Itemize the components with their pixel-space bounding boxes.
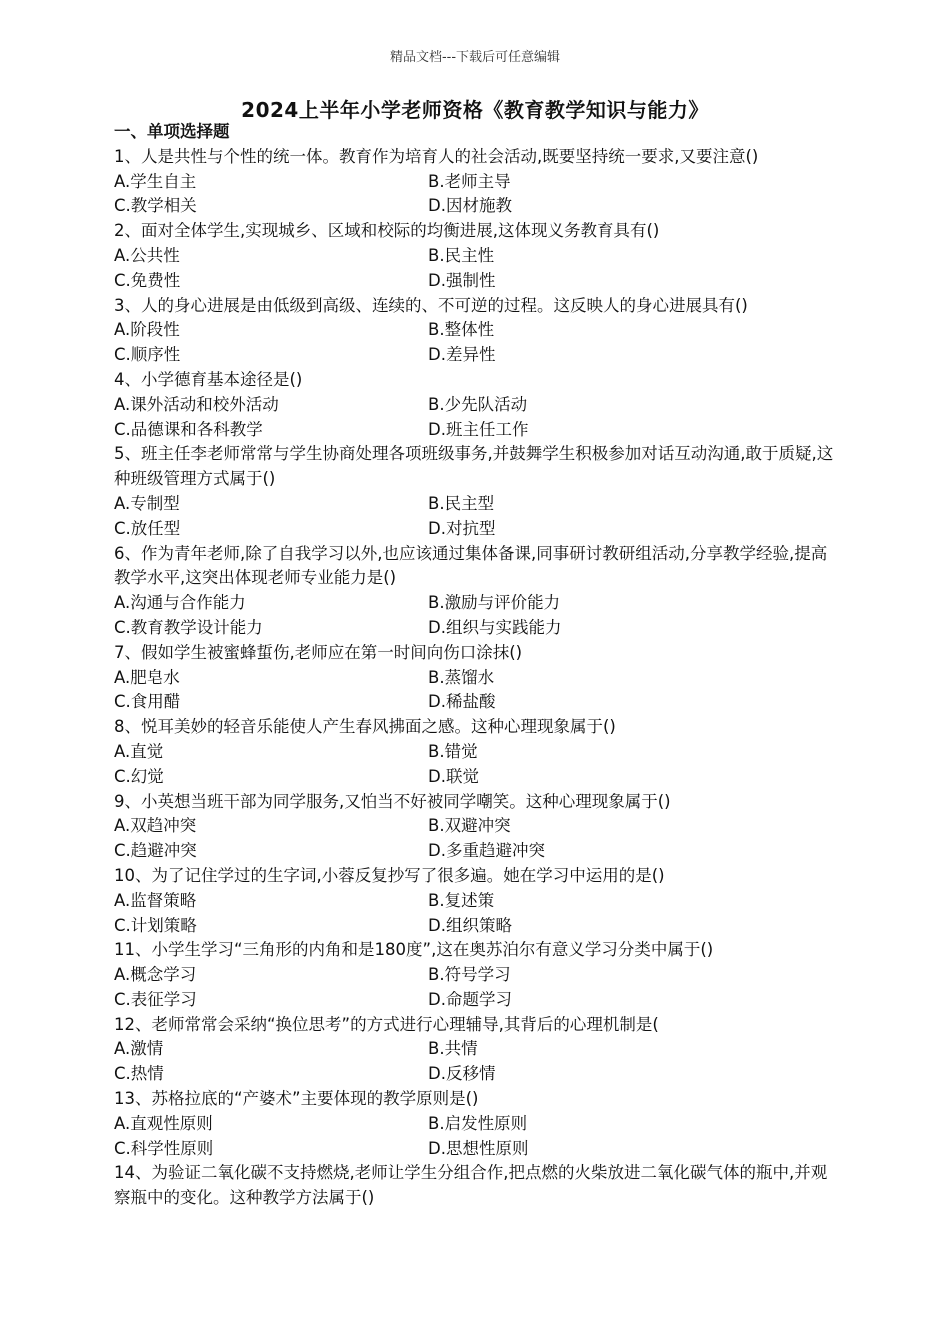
answer-option: C.表征学习 <box>114 989 197 1009</box>
question-block <box>114 1013 840 1087</box>
question-text: 14、为验证二氧化碳不支持燃烧,老师让学生分组合作,把点燃的火柴放进二氧化碳气体的瓶中,并观察瓶中的变化。这种教学方法属于() <box>114 1163 828 1208</box>
answer-option: A.激情 <box>114 1039 164 1059</box>
answer-option: A.沟通与合作能力 <box>114 593 246 613</box>
answer-option: C.教育教学设计能力 <box>114 617 263 637</box>
answer-option: D.稀盐酸 <box>428 692 496 712</box>
question-block <box>114 368 840 442</box>
answer-option: A.直观性原则 <box>114 1113 213 1133</box>
answer-option: B.民主性 <box>428 245 495 265</box>
options-grid <box>114 1112 840 1162</box>
section-heading: 一、单项选择题 <box>114 122 230 141</box>
question-text: 8、悦耳美妙的轻音乐能使人产生春风拂面之感。这种心理现象属于() <box>114 717 616 737</box>
answer-option: A.肥皂水 <box>114 667 180 687</box>
answer-option: B.少先队活动 <box>428 394 528 414</box>
answer-option: B.老师主导 <box>428 171 511 191</box>
answer-option: A.概念学习 <box>114 965 197 985</box>
options-grid <box>114 492 840 542</box>
options-grid <box>114 393 840 443</box>
answer-option: A.专制型 <box>114 493 180 513</box>
question-block <box>114 790 840 864</box>
answer-option: A.直觉 <box>114 741 164 761</box>
question-block <box>114 715 840 789</box>
question-block <box>114 864 840 938</box>
question-block <box>114 938 840 1012</box>
answer-option: C.食用醋 <box>114 692 181 712</box>
questions-container <box>114 145 840 1211</box>
answer-option: C.品德课和各科教学 <box>114 419 263 439</box>
answer-option: A.学生自主 <box>114 171 197 191</box>
question-list <box>114 120 840 1211</box>
answer-option: D.班主任工作 <box>428 419 529 439</box>
answer-option: D.多重趋避冲突 <box>428 841 545 861</box>
answer-option: B.启发性原则 <box>428 1113 528 1133</box>
answer-option: C.计划策略 <box>114 915 197 935</box>
answer-option: A.课外活动和校外活动 <box>114 394 279 414</box>
question-text: 9、小英想当班干部为同学服务,又怕当不好被同学嘲笑。这种心理现象属于() <box>114 791 671 811</box>
question-text: 1、人是共性与个性的统一体。教育作为培育人的社会活动,既要坚持统一要求,又要注意() <box>114 146 759 166</box>
answer-option: D.反移情 <box>428 1064 496 1084</box>
question-block <box>114 294 840 368</box>
answer-option: B.激励与评价能力 <box>428 593 561 613</box>
question-text: 4、小学德育基本途径是() <box>114 369 303 389</box>
answer-option: B.错觉 <box>428 741 478 761</box>
answer-option: D.命题学习 <box>428 989 512 1009</box>
options-grid <box>114 963 840 1013</box>
question-block <box>114 542 840 641</box>
answer-option: A.阶段性 <box>114 320 180 340</box>
options-grid <box>114 814 840 864</box>
answer-option: D.组织与实践能力 <box>428 617 562 637</box>
answer-option: A.双趋冲突 <box>114 816 197 836</box>
answer-option: B.民主型 <box>428 493 495 513</box>
question-text: 7、假如学生被蜜蜂蜇伤,老师应在第一时间向伤口涂抹() <box>114 642 523 662</box>
question-block <box>114 442 840 541</box>
answer-option: A.公共性 <box>114 245 180 265</box>
answer-option: D.组织策略 <box>428 915 512 935</box>
question-block <box>114 145 840 219</box>
question-text: 12、老师常常会采纳“换位思考”的方式进行心理辅导,其背后的心理机制是( <box>114 1014 659 1034</box>
page-header: 精品文档---下载后可任意编辑 <box>389 50 561 65</box>
answer-option: B.符号学习 <box>428 965 511 985</box>
answer-option: A.监督策略 <box>114 890 197 910</box>
answer-option: B.共情 <box>428 1039 478 1059</box>
document-title: 2024上半年小学老师资格《教育教学知识与能力》 <box>241 98 709 122</box>
answer-option: C.教学相关 <box>114 196 197 216</box>
answer-option: D.差异性 <box>428 345 496 365</box>
question-text: 5、班主任李老师常常与学生协商处理各项班级事务,并鼓舞学生积极参加对话互动沟通,敢于质疑,这种班级管理方式属于() <box>114 444 834 489</box>
question-text: 3、人的身心进展是由低级到高级、连续的、不可逆的过程。这反映人的身心进展具有() <box>114 295 748 315</box>
question-text: 6、作为青年老师,除了自我学习以外,也应该通过集体备课,同事研讨教研组活动,分享教学经验,提高教学水平,这突出体现老师专业能力是() <box>114 543 828 588</box>
options-grid <box>114 740 840 790</box>
answer-option: D.因材施教 <box>428 196 512 216</box>
options-grid <box>114 244 840 294</box>
answer-option: C.免费性 <box>114 270 181 290</box>
answer-option: D.思想性原则 <box>428 1138 529 1158</box>
question-block <box>114 1087 840 1161</box>
answer-option: C.科学性原则 <box>114 1138 214 1158</box>
answer-option: D.强制性 <box>428 270 496 290</box>
answer-option: C.趋避冲突 <box>114 841 197 861</box>
options-grid <box>114 591 840 641</box>
question-text: 10、为了记住学过的生字词,小蓉反复抄写了很多遍。她在学习中运用的是() <box>114 865 665 885</box>
answer-option: D.联觉 <box>428 766 479 786</box>
answer-option: B.双避冲突 <box>428 816 511 836</box>
options-grid <box>114 889 840 939</box>
options-grid <box>114 666 840 716</box>
answer-option: B.整体性 <box>428 320 495 340</box>
answer-option: B.蒸馏水 <box>428 667 495 687</box>
question-text: 11、小学生学习“三角形的内角和是180度”,这在奥苏泊尔有意义学习分类中属于() <box>114 940 714 960</box>
answer-option: C.热情 <box>114 1064 164 1084</box>
options-grid <box>114 1037 840 1087</box>
question-block <box>114 1161 840 1211</box>
answer-option: C.顺序性 <box>114 345 181 365</box>
question-text: 2、面对全体学生,实现城乡、区域和校际的均衡进展,这体现义务教育具有() <box>114 221 660 241</box>
question-block <box>114 641 840 715</box>
question-block <box>114 219 840 293</box>
options-grid <box>114 318 840 368</box>
answer-option: C.幻觉 <box>114 766 164 786</box>
question-text: 13、苏格拉底的“产婆术”主要体现的教学原则是() <box>114 1089 479 1109</box>
answer-option: D.对抗型 <box>428 518 496 538</box>
answer-option: B.复述策 <box>428 890 495 910</box>
options-grid <box>114 170 840 220</box>
answer-option: C.放任型 <box>114 518 181 538</box>
